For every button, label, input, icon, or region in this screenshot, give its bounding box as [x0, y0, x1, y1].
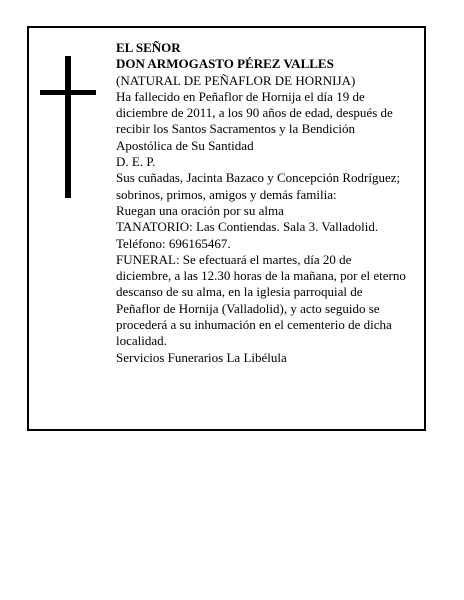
notice-body-line: diciembre de 2011, a los 90 años de edad, después de — [116, 105, 393, 121]
obituary-notice — [27, 26, 426, 431]
notice-body-line: Apostólica de Su Santidad — [116, 137, 254, 153]
notice-body-line: recibir los Santos Sacramentos y la Bendición — [116, 121, 356, 137]
notice-body-line: TANATORIO: Las Contiendas. Sala 3. Valladolid. — [116, 219, 379, 235]
notice-body-line: Peñaflor de Hornija (Valladolid), y acto seguido se — [116, 300, 380, 316]
notice-body-line: D. E. P. — [116, 154, 156, 170]
cross-horizontal-bar — [40, 90, 96, 95]
notice-body-line: Servicios Funerarios La Libélula — [116, 349, 287, 365]
notice-body-line: Sus cuñadas, Jacinta Bazaco y Concepción Rodríguez; — [116, 170, 401, 186]
notice-body-line: (NATURAL DE PEÑAFLOR DE HORNIJA) — [116, 72, 356, 88]
notice-body-line: diciembre, a las 12.30 horas de la mañana, por el eterno — [116, 268, 406, 284]
notice-body-line: descanso de su alma, en la iglesia parroquial de — [116, 284, 363, 300]
cross-icon — [40, 56, 96, 198]
notice-body-line: Ha fallecido en Peñaflor de Hornija el día 19 de — [116, 88, 365, 104]
deceased-name: DON ARMOGASTO PÉREZ VALLES — [116, 56, 334, 72]
notice-body-line: Teléfono: 696165467. — [116, 235, 231, 251]
notice-body-line: localidad. — [116, 333, 167, 349]
notice-body-line: sobrinos, primos, amigos y demás familia: — [116, 186, 337, 202]
notice-title-line: EL SEÑOR — [116, 40, 181, 55]
notice-body-line: procederá a su inhumación en el cementerio de dicha — [116, 317, 392, 333]
notice-body-line: Ruegan una oración por su alma — [116, 202, 284, 218]
cross-vertical-bar — [65, 56, 71, 198]
notice-text — [116, 40, 422, 366]
notice-body-line: FUNERAL: Se efectuará el martes, día 20 de — [116, 251, 352, 267]
